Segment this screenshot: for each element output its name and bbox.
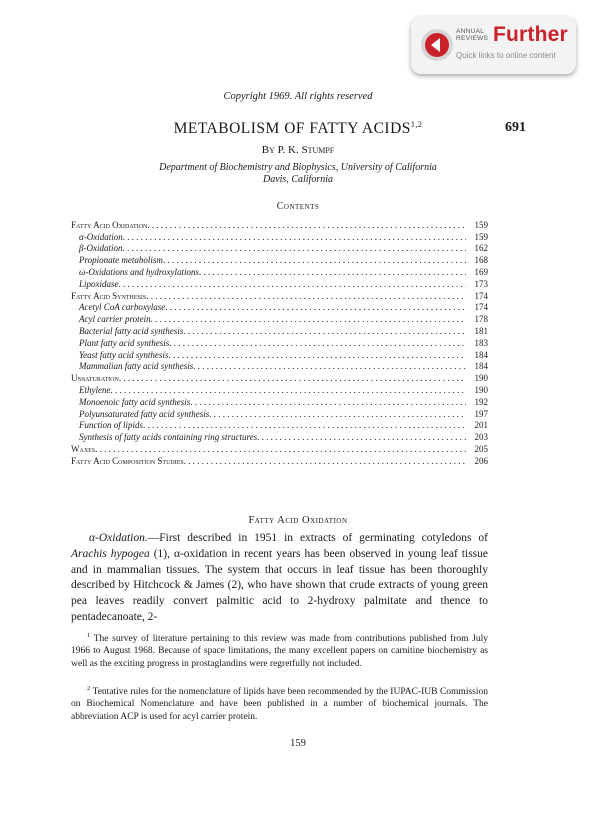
toc-entry-label: Bacterial fatty acid synthesis bbox=[79, 325, 184, 336]
toc-entry bbox=[71, 443, 488, 455]
toc-entry-page: 174 bbox=[474, 302, 488, 313]
toc-entry-page: 190 bbox=[474, 384, 488, 395]
paragraph-text-a: —First described in 1951 in extracts of germinating cotyledons of bbox=[147, 532, 488, 544]
toc-leader-dots bbox=[119, 373, 466, 384]
banner-brand bbox=[456, 28, 488, 42]
toc-entry bbox=[71, 396, 488, 408]
contents-heading: Contents bbox=[276, 201, 320, 212]
toc-entry-page: 178 bbox=[474, 314, 488, 325]
banner-reviews: REVIEWS bbox=[456, 35, 489, 42]
toc-entry-page: 206 bbox=[474, 455, 488, 466]
toc-leader-dots bbox=[169, 338, 466, 349]
toc-entry-label: Synthesis of fatty acids containing ring structures bbox=[79, 432, 258, 443]
toc-leader-dots bbox=[119, 279, 467, 290]
affiliation-line-2: Davis, California bbox=[262, 174, 333, 185]
toc-entry-label: Waxes bbox=[71, 443, 96, 454]
toc-entry-label: α-Oxidation bbox=[79, 231, 123, 242]
toc-leader-dots bbox=[122, 243, 466, 254]
toc-entry-label: Mammalian fatty acid synthesis bbox=[79, 361, 194, 372]
toc-entry-page: 205 bbox=[474, 443, 488, 454]
toc-leader-dots bbox=[168, 350, 466, 361]
toc-entry-page: 197 bbox=[474, 408, 488, 419]
toc-entry bbox=[71, 231, 488, 243]
toc-entry-label: Unsaturation bbox=[71, 373, 119, 384]
toc-entry-page: 183 bbox=[474, 337, 488, 348]
title-footnote-refs: 1,2 bbox=[410, 120, 423, 129]
toc-entry-page: 159 bbox=[474, 219, 488, 230]
toc-entry-page: 184 bbox=[474, 361, 488, 372]
toc-leader-dots bbox=[146, 291, 466, 302]
affiliation bbox=[0, 162, 596, 186]
toc-leader-dots bbox=[183, 326, 466, 337]
toc-entry-label: Fatty Acid Synthesis bbox=[71, 290, 147, 301]
body-paragraph bbox=[71, 531, 488, 626]
toc-entry-label: Yeast fatty acid synthesis bbox=[79, 349, 169, 360]
toc-leader-dots bbox=[147, 220, 466, 231]
affiliation-line-1: Department of Biochemistry and Biophysics, University of California bbox=[159, 162, 437, 173]
toc-entry bbox=[71, 325, 488, 337]
toc-leader-dots bbox=[257, 432, 466, 443]
author-name: P. K. Stumpf bbox=[277, 144, 335, 156]
toc-entry bbox=[71, 420, 488, 432]
toc-entry-page: 184 bbox=[474, 349, 488, 360]
toc-entry-page: 174 bbox=[474, 290, 488, 301]
toc-entry-page: 181 bbox=[474, 325, 488, 336]
toc-entry-label: Fatty Acid Oxidation bbox=[71, 219, 148, 230]
toc-leader-dots bbox=[163, 255, 466, 266]
toc-entry bbox=[71, 361, 488, 373]
section-heading: Fatty Acid Oxidation bbox=[248, 515, 348, 526]
toc-entry-label: Plant fatty acid synthesis bbox=[79, 337, 170, 348]
toc-entry-page: 203 bbox=[474, 432, 488, 443]
toc-entry-page: 162 bbox=[474, 243, 488, 254]
toc-entry-page: 192 bbox=[474, 396, 488, 407]
toc-entry bbox=[71, 254, 488, 266]
paragraph-text-b: (1), α-oxidation in recent years has been observed in young leaf tissue and in mammalian tissues. The system that occurs in leaf tissue has been thoroughly described by Hitchcock & James (2), who have shown that crude extracts of young green pea leaves readily convert palmitic acid to 2-hydroxy palmitate and thence to pentadecanoate, 2- bbox=[71, 547, 488, 623]
annual-reviews-logo-icon bbox=[420, 28, 454, 62]
toc-leader-dots bbox=[110, 385, 466, 396]
toc-entry bbox=[71, 455, 488, 467]
toc-entry bbox=[71, 219, 488, 231]
footnote-text: The survey of literature pertaining to this review was made from contributions published from July 1966 to August 1968. Because of space limitations, the many excellent papers on carnitine biochemistry as well as the exciting progress in prostaglandins were regretfully not included. bbox=[71, 634, 488, 669]
toc-entry bbox=[71, 349, 488, 361]
footnote-2 bbox=[71, 683, 488, 723]
toc-entry-label: Ethylene bbox=[79, 384, 111, 395]
further-banner[interactable] bbox=[411, 16, 576, 74]
toc-entry-label: Function of lipids bbox=[79, 420, 143, 431]
footnote-text: Tentative rules for the nomenclature of lipids have been recommended by the IUPAC-IUB Commission on Biochemical Nomenclature and have been published in a number of biochemical journals. The abbreviation ACP is used for acyl carrier protein. bbox=[71, 687, 488, 722]
copyright-notice: Copyright 1969. All rights reserved bbox=[223, 91, 373, 102]
toc-entry-label: Monoenoic fatty acid synthesis bbox=[79, 396, 191, 407]
toc-leader-dots bbox=[95, 444, 466, 455]
toc-entry bbox=[71, 408, 488, 420]
footnote-mark: 1 bbox=[87, 632, 91, 639]
toc-entry-label: Polyunsaturated fatty acid synthesis bbox=[79, 408, 210, 419]
toc-entry-label: Lipoxidase bbox=[79, 278, 119, 289]
page-footer-number: 159 bbox=[290, 738, 306, 749]
byline bbox=[0, 144, 596, 156]
toc-entry-page: 159 bbox=[474, 231, 488, 242]
journal-page-number: 691 bbox=[505, 120, 526, 135]
toc-leader-dots bbox=[151, 314, 466, 325]
toc-entry bbox=[71, 431, 488, 443]
toc-entry bbox=[71, 372, 488, 384]
toc-entry-label: Acyl carrier protein bbox=[79, 314, 151, 325]
byline-by: By bbox=[261, 144, 275, 156]
footnote-mark: 2 bbox=[87, 685, 91, 692]
toc-entry-label: ω-Oxidations and hydroxylations bbox=[79, 266, 200, 277]
toc-leader-dots bbox=[184, 456, 466, 467]
toc-leader-dots bbox=[199, 267, 466, 278]
toc-entry bbox=[71, 278, 488, 290]
toc-leader-dots bbox=[209, 409, 466, 420]
table-of-contents bbox=[71, 219, 488, 467]
paragraph-lead: α-Oxidation. bbox=[89, 532, 148, 544]
toc-entry-page: 169 bbox=[474, 266, 488, 277]
toc-entry bbox=[71, 290, 488, 302]
toc-entry bbox=[71, 337, 488, 349]
title-text: METABOLISM OF FATTY ACIDS bbox=[173, 120, 411, 138]
toc-entry-label: Acetyl CoA carboxylase bbox=[79, 302, 166, 313]
toc-leader-dots bbox=[143, 420, 466, 431]
species-name: Arachis hypogea bbox=[71, 547, 150, 560]
toc-entry bbox=[71, 302, 488, 314]
toc-leader-dots bbox=[165, 302, 466, 313]
banner-annual: ANNUAL bbox=[456, 28, 485, 35]
toc-leader-dots bbox=[193, 361, 466, 372]
toc-entry-page: 168 bbox=[474, 255, 488, 266]
toc-entry-label: Propionate metabolism bbox=[79, 255, 163, 266]
toc-entry bbox=[71, 266, 488, 278]
banner-further: Further bbox=[493, 23, 568, 46]
toc-entry bbox=[71, 313, 488, 325]
toc-entry-page: 190 bbox=[474, 373, 488, 384]
toc-entry bbox=[71, 243, 488, 255]
toc-entry bbox=[71, 384, 488, 396]
footnote-1 bbox=[71, 630, 488, 670]
toc-leader-dots bbox=[123, 232, 466, 243]
toc-entry-page: 173 bbox=[474, 278, 488, 289]
toc-leader-dots bbox=[190, 397, 466, 408]
toc-entry-label: β-Oxidation bbox=[79, 243, 123, 254]
toc-entry-page: 201 bbox=[474, 420, 488, 431]
banner-quick-links[interactable]: Quick links to online content bbox=[456, 51, 556, 60]
toc-entry-label: Fatty Acid Composition Studies bbox=[71, 455, 184, 466]
